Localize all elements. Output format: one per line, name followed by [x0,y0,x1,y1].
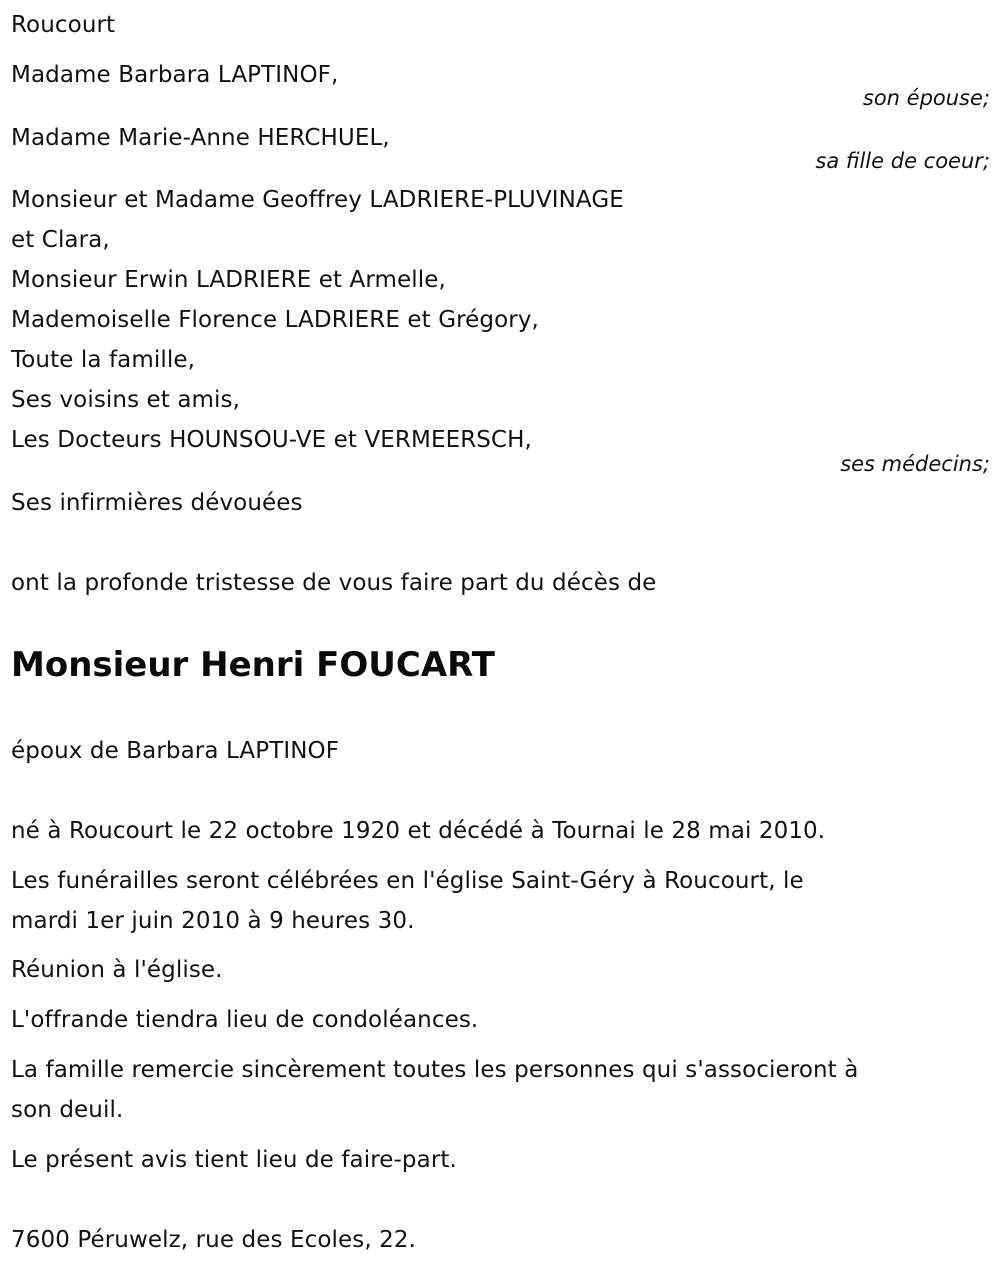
location: Roucourt [11,12,116,38]
notice-line: Le présent avis tient lieu de faire-part. [11,1147,457,1173]
family-line: Mademoiselle Florence LADRIERE et Grégory, [11,307,539,333]
birth-death-line: né à Roucourt le 22 octobre 1920 et décédé à Tournai le 28 mai 2010. [11,818,826,844]
spouse-line: époux de Barbara LAPTINOF [11,738,340,764]
address-line: 7600 Péruwelz, rue des Ecoles, 22. [11,1227,417,1253]
family-line: Ses voisins et amis, [11,387,241,413]
meeting-line: Réunion à l'église. [11,957,223,983]
family-line: Monsieur et Madame Geoffrey LADRIERE-PLUVINAGE [11,187,624,213]
family-line: et Clara, [11,227,110,253]
thanks-line-2: son deuil. [11,1097,124,1123]
doctors-role: ses médecins; [840,452,990,476]
deceased-name: Monsieur Henri FOUCART [11,645,495,685]
mourner-daughter-name: Madame Marie-Anne HERCHUEL, [11,125,390,151]
announcement: ont la profonde tristesse de vous faire part du décès de [11,570,657,596]
mourner-spouse-role: son épouse; [862,86,990,110]
nurses-line: Ses infirmières dévouées [11,490,303,516]
offering-line: L'offrande tiendra lieu de condoléances. [11,1007,479,1033]
mourner-spouse-name: Madame Barbara LAPTINOF, [11,62,339,88]
family-line: Monsieur Erwin LADRIERE et Armelle, [11,267,446,293]
family-line: Toute la famille, [11,347,195,373]
thanks-line-1: La famille remercie sincèrement toutes les personnes qui s'associeront à [11,1057,859,1083]
family-line-doctors: Les Docteurs HOUNSOU-VE et VERMEERSCH, [11,427,532,453]
mourner-daughter-role: sa fille de coeur; [815,149,990,173]
funeral-line-1: Les funérailles seront célébrées en l'église Saint-Géry à Roucourt, le [11,868,804,894]
funeral-line-2: mardi 1er juin 2010 à 9 heures 30. [11,908,415,934]
